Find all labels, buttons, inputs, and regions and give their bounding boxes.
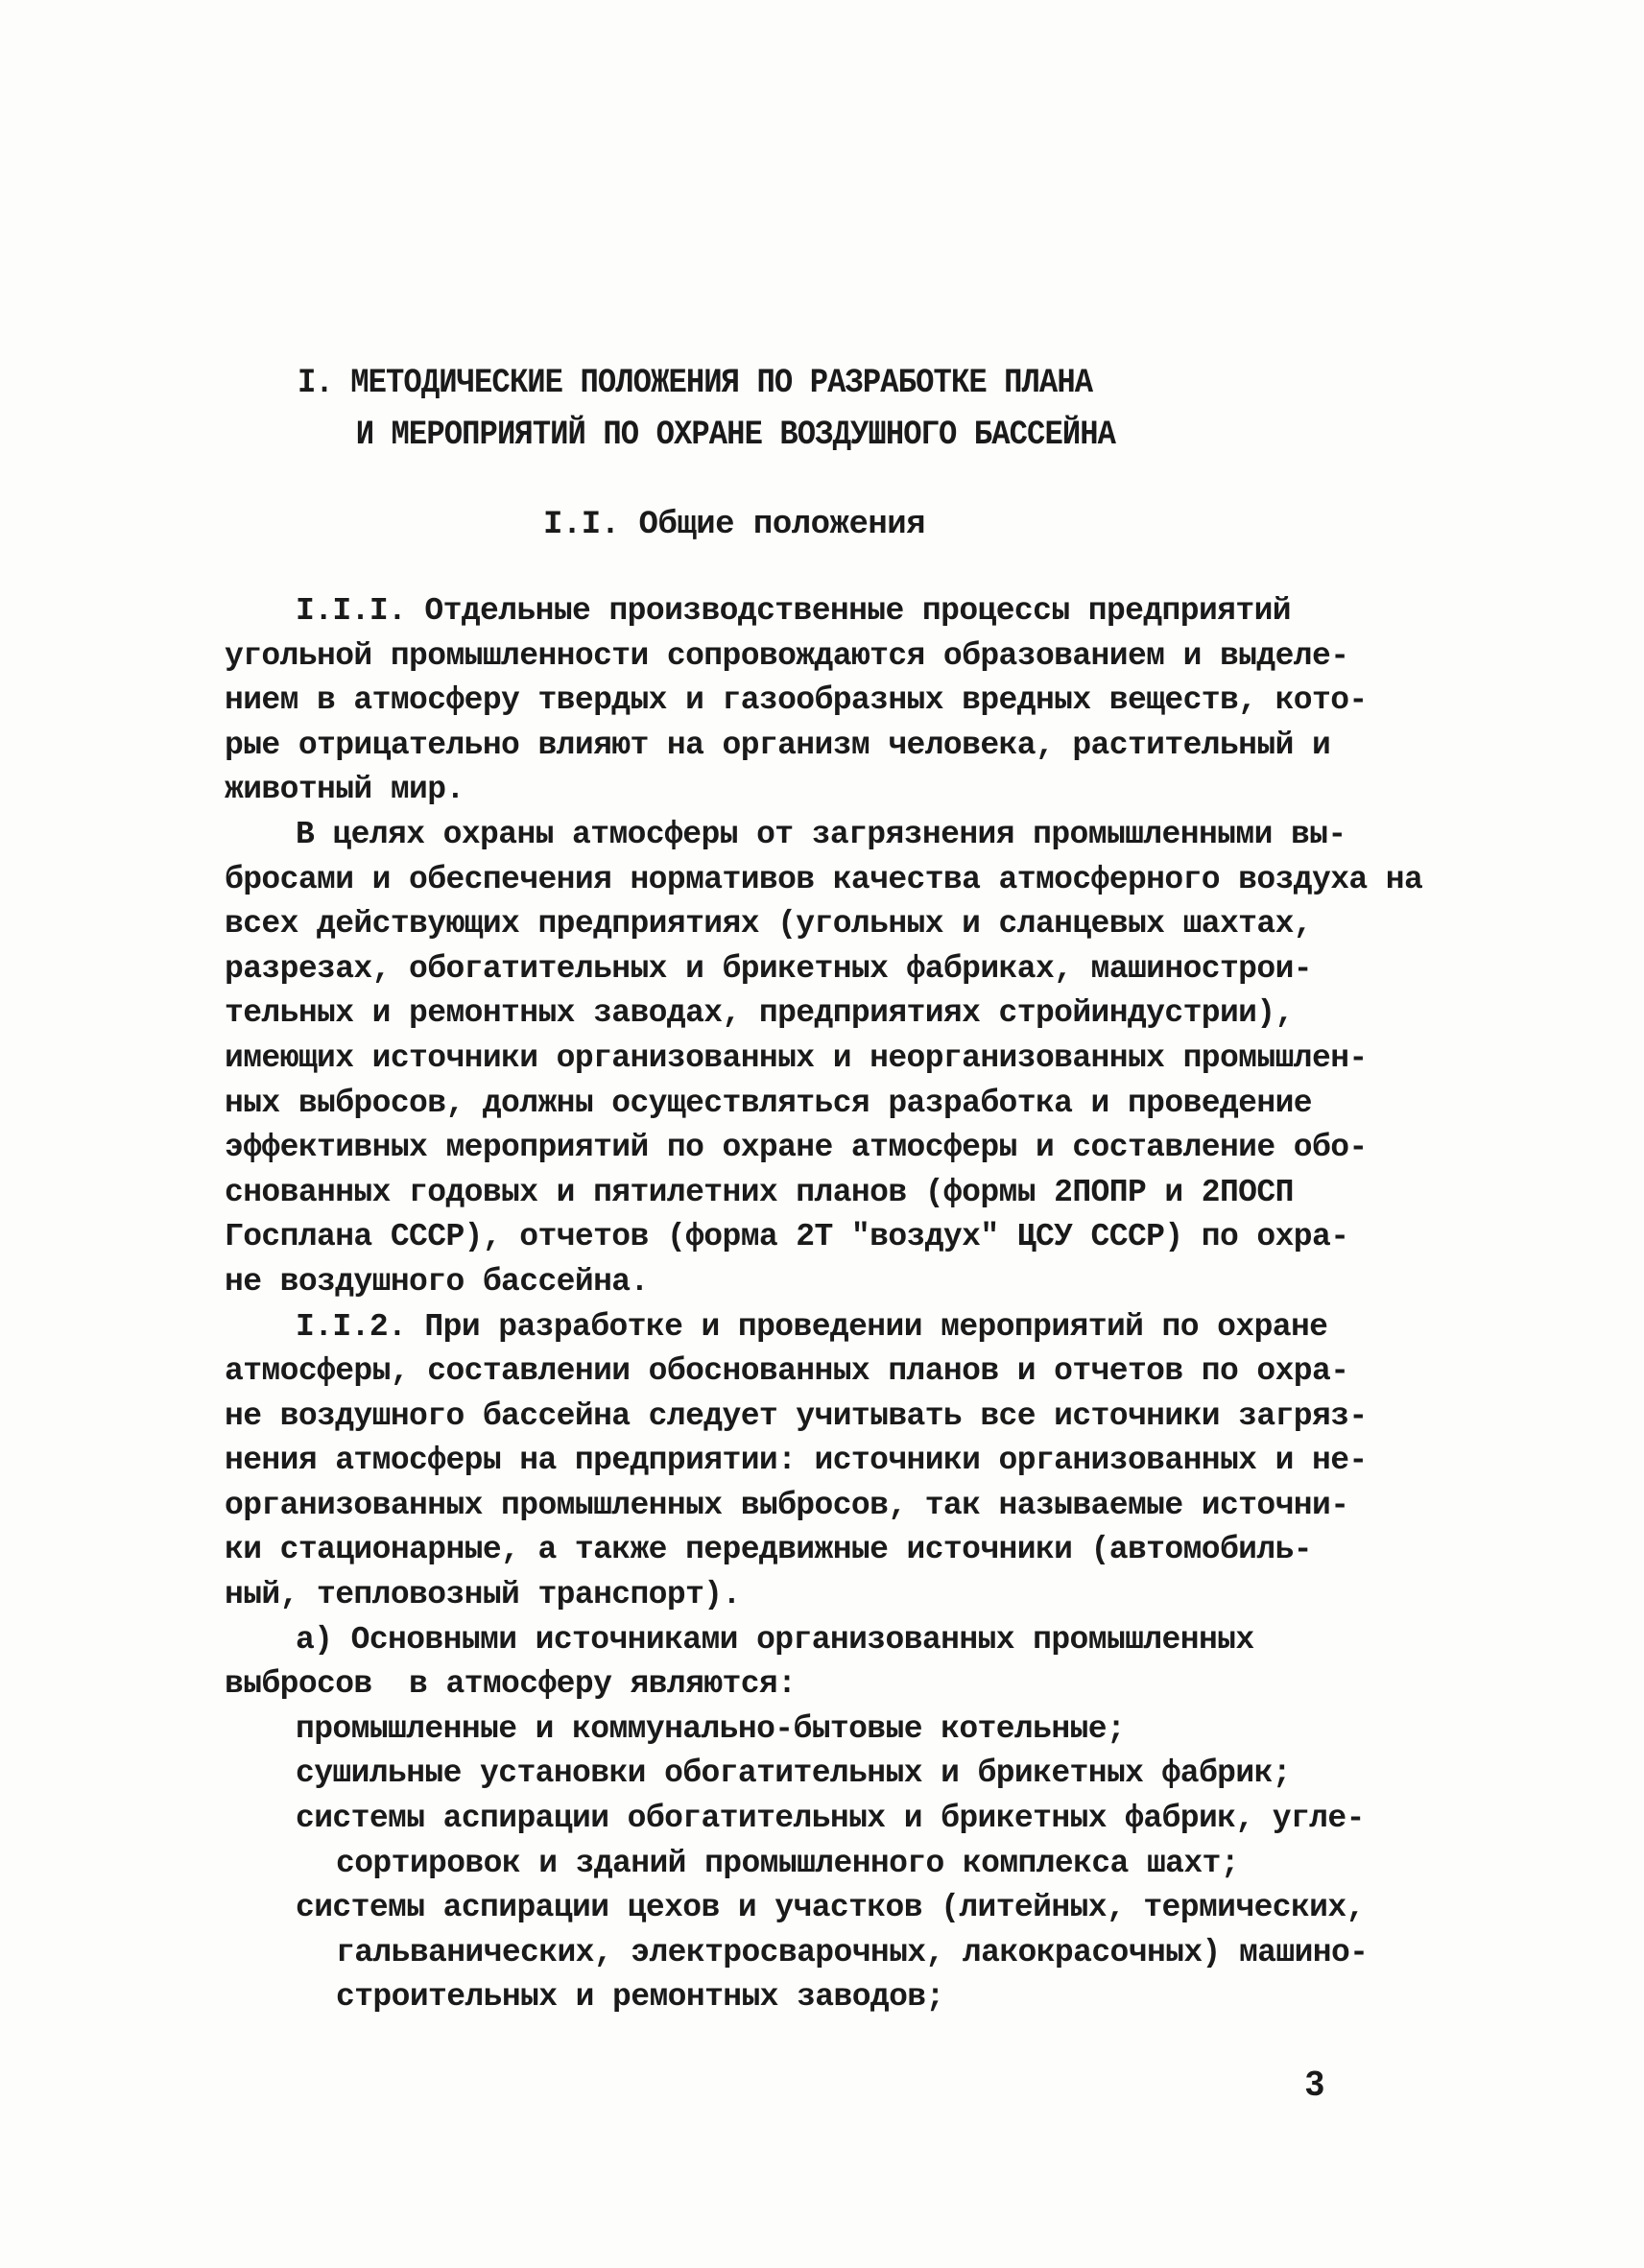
text-line: I.I.2. При разработке и проведении мероприятий по охране (296, 1308, 1328, 1345)
list-item-continuation: строительных и ремонтных заводов; (336, 1979, 944, 2016)
text-line: не воздушного бассейна. (225, 1263, 649, 1300)
text-line: организованных промышленных выбросов, так называемые источни- (225, 1487, 1349, 1523)
list-item-continuation: сортировок и зданий промышленного комплекса шахт; (336, 1845, 1239, 1881)
text-line: бросами и обеспечения нормативов качества атмосферного воздуха на (225, 861, 1423, 897)
body-text (225, 589, 1472, 2020)
list-item: промышленные и коммунально-бытовые котельные; (296, 1710, 1126, 1747)
title-line-2: И МЕРОПРИЯТИЙ ПО ОХРАНЕ ВОЗДУШНОГО БАССЕЙНА (355, 416, 1116, 454)
text-line: а) Основными источниками организованных промышленных (296, 1621, 1254, 1658)
text-line: эффективных мероприятий по охране атмосферы и составление обо- (225, 1130, 1368, 1166)
text-line: ный, тепловозный транспорт). (225, 1577, 741, 1613)
text-line: имеющих источники организованных и неорганизованных промышлен- (225, 1039, 1368, 1076)
list-item: системы аспирации обогатительных и брикетных фабрик, угле- (296, 1801, 1365, 1837)
text-line: I.I.I. Отдельные производственные процессы предприятий (296, 593, 1291, 629)
text-line: рые отрицательно влияют на организм человека, растительный и (225, 727, 1331, 763)
text-line: разрезах, обогатительных и брикетных фабриках, машинострои- (225, 950, 1312, 987)
text-line: атмосферы, составлении обоснованных планов и отчетов по охра- (225, 1353, 1349, 1390)
text-line: всех действующих предприятиях (угольных и сланцевых шахтах, (225, 906, 1312, 943)
text-line: нием в атмосферу твердых и газообразных вредных веществ, кото- (225, 682, 1368, 719)
title-line-1: I. МЕТОДИЧЕСКИЕ ПОЛОЖЕНИЯ ПО РАЗРАБОТКЕ ПЛАНА (298, 364, 1093, 402)
text-line: угольной промышленности сопровождаются образованием и выделе- (225, 637, 1349, 674)
text-line: выбросов в атмосферу являются: (225, 1666, 797, 1703)
text-line: не воздушного бассейна следует учитывать все источники загряз- (225, 1397, 1368, 1434)
text-line: В целях охраны атмосферы от загрязнения промышленными вы- (296, 816, 1346, 852)
text-line: ки стационарные, а также передвижные источники (автомобиль- (225, 1532, 1312, 1568)
text-line: ных выбросов, должны осуществляться разработка и проведение (225, 1085, 1312, 1121)
list-item: сушильные установки обогатительных и брикетных фабрик; (296, 1755, 1291, 1792)
page-number: 3 (1305, 2064, 1325, 2103)
document-title (298, 357, 1269, 461)
text-line: животный мир. (225, 772, 465, 808)
text-line: снованных годовых и пятилетних планов (формы 2ПОПР и 2ПОСП (225, 1174, 1294, 1210)
list-item-continuation: гальванических, электросварочных, лакокрасочных) машино- (336, 1934, 1369, 1970)
text-line: тельных и ремонтных заводах, предприятиях стройиндустрии), (225, 995, 1294, 1032)
list-item: системы аспирации цехов и участков (литейных, термических, (296, 1890, 1365, 1926)
text-line: Госплана СССР), отчетов (форма 2Т "воздух" ЦСУ СССР) по охра- (225, 1219, 1349, 1255)
section-heading: I.I. Общие положения (543, 507, 926, 543)
text-line: нения атмосферы на предприятии: источники организованных и не- (225, 1443, 1368, 1479)
